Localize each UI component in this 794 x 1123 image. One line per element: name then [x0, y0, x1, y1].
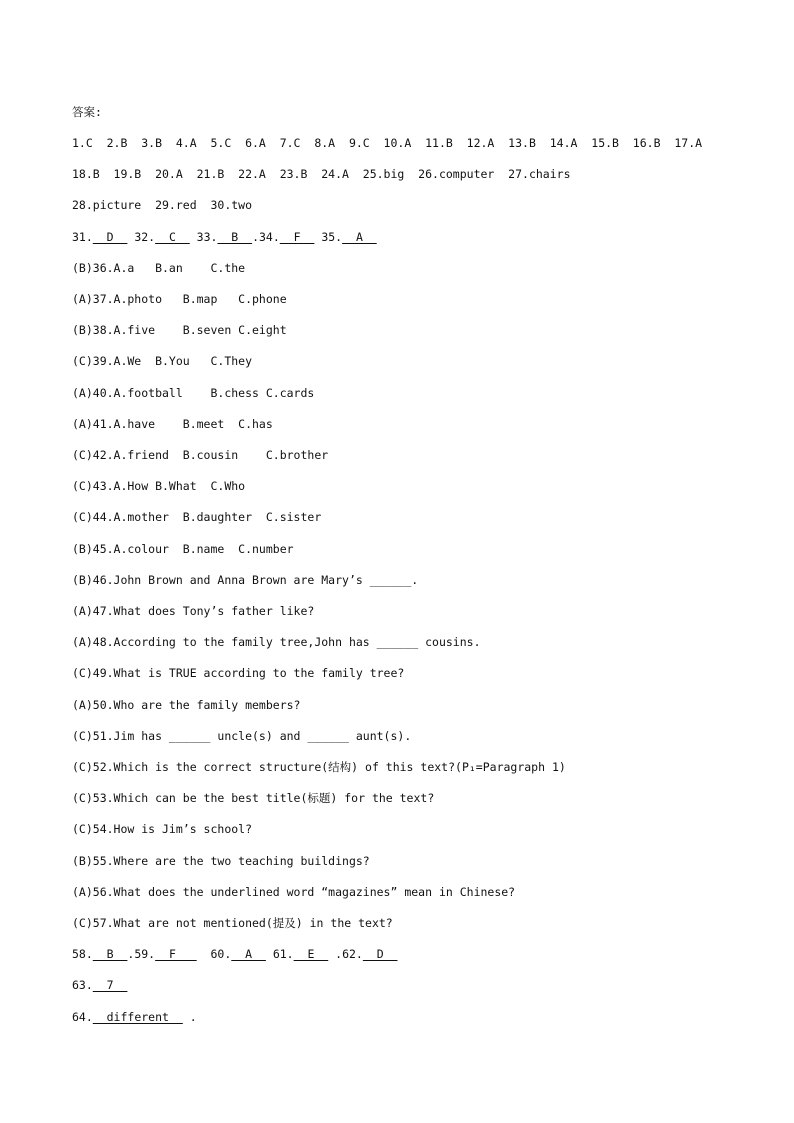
question-line: (A)50.Who are the family members? [72, 698, 301, 712]
q32-number: 32. [127, 230, 156, 244]
q64-number: 64. [72, 1010, 93, 1024]
q33-answer: B [217, 230, 253, 244]
q60-answer: A [231, 947, 266, 961]
answers-row-64 [72, 1010, 197, 1024]
q59-answer: F [155, 947, 197, 961]
choice-line: (C)39.A.We B.You C.They [72, 354, 253, 368]
q59-number: .59. [127, 947, 156, 961]
question-line: (B)55.Where are the two teaching buildings? [72, 854, 370, 868]
question-line: (B)46.John Brown and Anna Brown are Mary’s ______. [72, 573, 419, 587]
q31-answer: D [92, 230, 128, 244]
choice-line: (B)38.A.five B.seven C.eight [72, 323, 287, 337]
question-line: (C)52.Which is the correct structure(结构) of this text?(P₁=Paragraph 1) [72, 760, 566, 774]
q35-number: 35. [314, 230, 343, 244]
answers-row-31-35 [72, 230, 377, 244]
q61-answer: E [293, 947, 329, 961]
answer-heading: 答案: [72, 105, 102, 119]
q64-end: . [182, 1010, 197, 1024]
q61-number: 61. [265, 947, 294, 961]
question-line: (C)53.Which can be the best title(标题) for the text? [72, 791, 435, 805]
answers-row-1: 1.C 2.B 3.B 4.A 5.C 6.A 7.C 8.A 9.C 10.A 11.B 12.A 13.B 14.A 15.B 16.B 17.A [72, 136, 703, 150]
answers-row-58-62 [72, 947, 397, 961]
answers-row-3: 28.picture 29.red 30.two [72, 198, 253, 212]
q63-answer: 7 [92, 978, 128, 992]
choice-line: (A)40.A.football B.chess C.cards [72, 386, 315, 400]
question-line: (C)54.How is Jim’s school? [72, 822, 253, 836]
choice-line: (C)44.A.mother B.daughter C.sister [72, 510, 322, 524]
q34-answer: F [279, 230, 315, 244]
q35-answer: A [342, 230, 377, 244]
question-line: (C)57.What are not mentioned(提及) in the text? [72, 916, 393, 930]
q58-answer: B [92, 947, 128, 961]
question-line: (A)56.What does the underlined word “magazines” mean in Chinese? [72, 885, 516, 899]
q60-number: 60. [196, 947, 232, 961]
q64-answer: different [92, 1010, 183, 1024]
q31-number: 31. [72, 230, 93, 244]
q63-number: 63. [72, 978, 93, 992]
choice-line: (C)43.A.How B.What C.Who [72, 479, 246, 493]
question-line: (C)51.Jim has ______ uncle(s) and ______ aunt(s). [72, 729, 412, 743]
answers-row-2: 18.B 19.B 20.A 21.B 22.A 23.B 24.A 25.big 26.computer 27.chairs [72, 167, 571, 181]
question-line: (C)49.What is TRUE according to the family tree? [72, 666, 405, 680]
q32-answer: C [155, 230, 190, 244]
q58-number: 58. [72, 947, 93, 961]
choice-line: (B)36.A.a B.an C.the [72, 261, 246, 275]
choice-line: (A)41.A.have B.meet C.has [72, 417, 273, 431]
choice-line: (B)45.A.colour B.name C.number [72, 542, 294, 556]
q34-number: .34. [252, 230, 280, 244]
q62-answer: D [362, 947, 398, 961]
answers-row-63 [72, 978, 127, 992]
question-line: (A)48.According to the family tree,John has ______ cousins. [72, 635, 481, 649]
choice-line: (C)42.A.friend B.cousin C.brother [72, 448, 329, 462]
choice-line: (A)37.A.photo B.map C.phone [72, 292, 287, 306]
question-line: (A)47.What does Tony’s father like? [72, 604, 315, 618]
q33-number: 33. [189, 230, 218, 244]
q62-number: .62. [328, 947, 363, 961]
